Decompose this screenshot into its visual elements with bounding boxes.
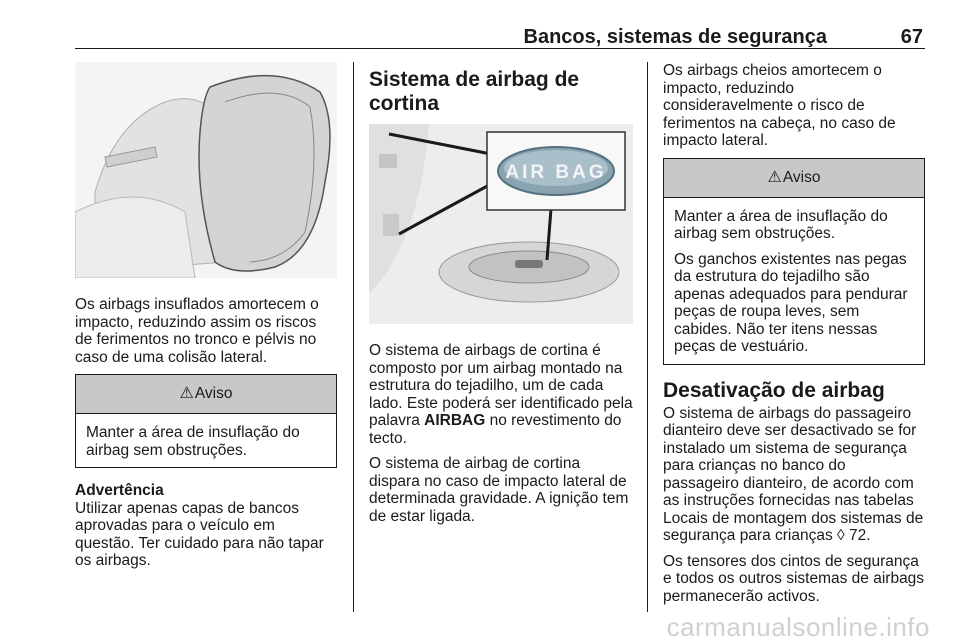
- airbag-word: AIRBAG: [424, 412, 486, 429]
- watermark-text: carmanualsonline.info: [666, 611, 930, 642]
- page-header: [75, 24, 925, 49]
- curtain-p1-end: no revestimento do tecto.: [369, 412, 622, 447]
- warning-box: [75, 374, 337, 468]
- section-heading-airbag-deactivation: Desativação de airbag: [663, 378, 885, 402]
- column-divider: [353, 62, 354, 612]
- page-number: 67: [900, 26, 923, 48]
- warning-title: Aviso: [782, 168, 821, 186]
- curtain-impact-paragraph: Os airbags cheios amortecem o impacto, reduzindo consideravelmente o risco de ferimentos na cabeça, no caso de impacto lateral.: [663, 62, 896, 149]
- deactivation-paragraph-1: [663, 405, 925, 545]
- warning-box: [663, 158, 925, 365]
- side-airbag-paragraph: Os airbags insuflados amortecem o impacto, reduzindo assim os riscos de ferimentos no tronco e pélvis no caso de uma colisão lateral.: [75, 296, 319, 366]
- page-ref-number[interactable]: 72.: [844, 527, 871, 544]
- page-ref-icon[interactable]: ◊: [837, 527, 845, 544]
- column-right: [663, 62, 925, 613]
- warning-header: [76, 375, 336, 414]
- section-heading-curtain-airbag: Sistema de airbag de cortina: [369, 68, 580, 115]
- warning-body: [76, 414, 336, 459]
- header-title: Bancos, sistemas de segurança: [523, 26, 827, 48]
- warning-text: Os ganchos existentes nas pegas da estrutura do tejadilho são apenas adequados para pendurar peças de roupa leves, sem cabides. Não ter itens nessas peças de vestuário.: [674, 250, 908, 355]
- column-divider: [647, 62, 648, 612]
- watermark: [0, 612, 960, 642]
- warning-text: Manter a área de insuflação do airbag sem obstruções.: [674, 207, 888, 242]
- note-title: Advertência: [75, 482, 164, 499]
- column-left: [75, 62, 337, 578]
- side-airbag-illustration: [75, 62, 337, 278]
- curtain-airbag-paragraph-2: O sistema de airbag de cortina dispara no caso de impacto lateral de determinada gravidade. A ignição tem de estar ligada.: [369, 455, 629, 525]
- warning-icon: ⚠: [179, 385, 194, 403]
- deactivation-p1-text: O sistema de airbags do passageiro dianteiro deve ser desactivado se for instalado um sistema de segurança para crianças no banco do passageiro dianteiro, de acordo com as instruções fornecidas nas tabelas Locais de montagem dos sistemas de segurança para crianças: [663, 404, 924, 544]
- curtain-p1-text: O sistema de airbags de cortina é composto por um airbag montado na estrutura do tejadilho, um de cada lado. Este poderá ser identificado pela palavra: [369, 342, 633, 429]
- warning-header: [664, 159, 924, 198]
- warning-body: [664, 198, 924, 356]
- warning-title: Aviso: [194, 385, 233, 403]
- curtain-airbag-illustration: [369, 124, 633, 324]
- warning-icon: ⚠: [767, 168, 782, 186]
- curtain-airbag-paragraph-1: [369, 342, 635, 447]
- airbag-label: AIR BAG: [505, 162, 607, 183]
- column-middle: [369, 62, 635, 533]
- note-text: Utilizar apenas capas de bancos aprovadas para o veículo em questão. Ter cuidado para não tapar os airbags.: [75, 499, 324, 569]
- warning-text: Manter a área de insuflação do airbag sem obstruções.: [86, 424, 300, 459]
- deactivation-paragraph-2: Os tensores dos cintos de segurança e todos os outros sistemas de airbags permanecerão activos.: [663, 552, 925, 605]
